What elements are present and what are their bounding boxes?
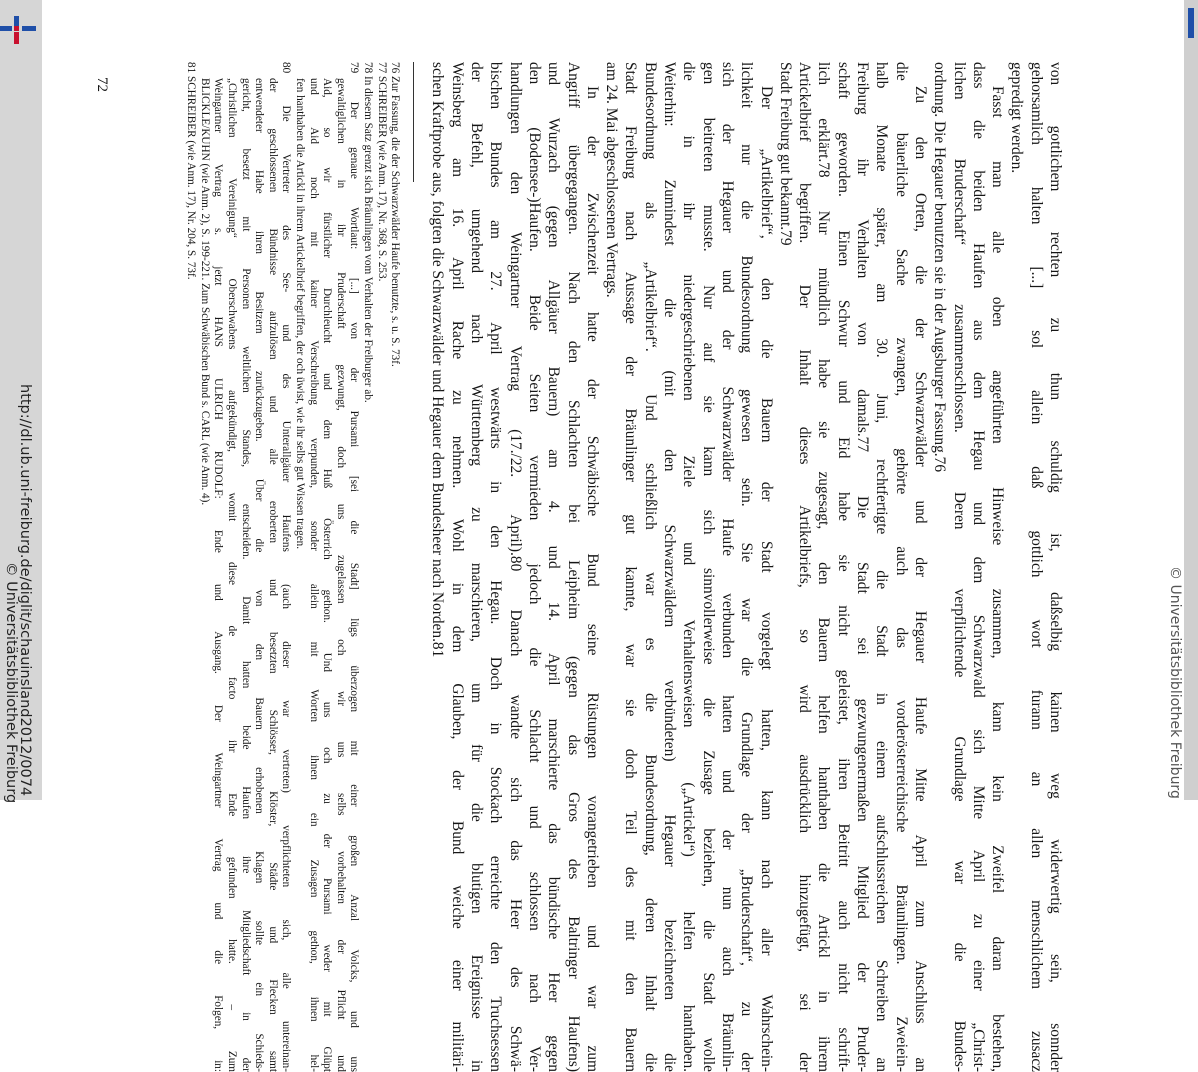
footnote-line: fen hanthaben die Artickl in ihrem Artickelbrief begriffen, der och üwist, wie ihr selbs gut Wissen tragen.	[294, 78, 307, 550]
body-line: halb Monate später, am 30. Juni, rechtfertigte die Stadt in einem aufschlussreichen Schreiben an	[873, 62, 891, 1072]
body-line: handlungen den Weingartner Vertrag (17./22. April).80 Danach wandte sich das Heer des Schwä-	[506, 62, 524, 1072]
page-url[interactable]: http://dl.ub.uni-freiburg.de/diglit/schauinsland2012/0074	[17, 384, 33, 797]
body-line: lichkeit nur die Bundesordnung gewesen sein. Sie war die Grundlage der „Bruderschaft“, zu der	[738, 62, 756, 1072]
footnote-line: Weingartner Vertrag s. jetzt HANS ULRICH RUDOLF: Ende und Ausgang. Der Weingartner Vertrag und die Folgen, in:	[212, 78, 225, 1072]
footnote-line: 76 Zur Fassung, die der Schwarzwälder Haufe benutzte, s. u. S. 73f.	[389, 62, 402, 367]
footnote-line: 80 Die Vertreter des See- und des Unterallgäuer Haufens (auch dieser war vertreten) verpflichteten sich, alle untereinan-	[280, 62, 293, 1072]
footnote-line: 79 Der genaue Wortlaut: [...] von der Pursami [sei die Stadt] lügs überzogen mit einer großen Anzal Volcks, und uns	[348, 62, 361, 1072]
body-text	[428, 62, 1065, 1072]
footnote-line: 78 In diesem Satz grenzt sich Bräunlingen vom Verhalten der Freiburger ab.	[362, 62, 375, 403]
right-copyright-notice: © Universitätsbibliothek Freiburg	[1167, 566, 1183, 799]
body-line: den (Bodensee-)Haufen. Beide Seiten vermieden jedoch die Schlacht und schlossen nach Ver-	[525, 62, 543, 1072]
body-line: ordnung. Die Hegauer benutzten sie in der Augsburger Fassung.76	[931, 62, 949, 473]
footnote-line: „Christlichen Vereinigung“ Oberschwabens aufgekündigt, womit diese de facto ihr Ende gefunden hatte. – Zum	[226, 78, 239, 1072]
body-line: Bundesordnung als „Artikelbrief“. Und schließlich war es die Bundesordnung, deren Inhalt die	[641, 62, 659, 1072]
footnotes	[184, 62, 402, 1072]
footnote-line: gewaltiglichen in ihr Pruderschaft gezwungt, doch uns zugelassen och wir uns selbs vorbehalten der Pflicht und	[334, 78, 347, 1072]
body-line: der Befehl, umgehend nach Württemberg zu marschieren, um für die blutigen Ereignisse in	[468, 62, 486, 1072]
body-line: Weiterhin: Zumindest die (mit den Schwarzwäldern verbündeten) Hegauer bezeichneten die	[661, 62, 679, 1072]
footnote-line: und Aid noch mit kainer Verschreibung verpunden, sonder allein mit Worten ihnen ein Zusagen gethon, ihnen hel-	[307, 78, 320, 1072]
body-line: schen Kraftprobe aus, folgten die Schwarzwälder und Hegauer dem Bundesheer nach Norden.81	[429, 62, 447, 658]
body-line: Der „Artikelbrief“, den die Bauern der Stadt vorgelegt hatten, kann nach aller Wahrschein-	[757, 86, 775, 1072]
body-line: Stadt Freiburg nach Aussage der Bräunlinger gut kannte, war sie doch Teil des mit den Bauern	[622, 62, 640, 1072]
footnote-line: gericht, besetzt mit Personen weltlichen Standes, entscheiden. Damit hatten beide Haufen ihre Mitgliedschaft in der	[239, 78, 252, 1072]
corner-marker-icon	[1184, 8, 1198, 38]
body-line: Angriff übergegangen. Nach den Schlachten bei Leipheim (gegen das Gros des Baltringer Haufens)	[564, 62, 582, 1072]
body-line: lich erklärt.78 Nur mündlich habe sie zugesagt, den Bauern helfen hanthaben die Artickl in ihrem	[815, 62, 833, 1072]
library-logo-icon	[0, 12, 38, 46]
body-line: bischen Bundes am 27. April westwärts in den Hegau. Doch in Stockach erreichte den Truchsessen	[487, 62, 505, 1072]
page-number: 72	[94, 77, 110, 92]
body-line: Artickelbrief begriffen. Der Inhalt dieses Artikelbriefs, so wird ausdrücklich hinzugefügt, sei der	[796, 62, 814, 1072]
footnote-line: 81 SCHREIBER (wie Anm. 17), Nr. 204, S. 73f.	[185, 62, 198, 280]
footnote-line: entwendeter Habe ihren Besitzern zurückzugeben. Über die von den Bauern erhobenen Klagen sollte ein Schieds-	[253, 78, 266, 1072]
body-line: die bäuerliche Sache zwangen, gehörte auch das vorderösterreichische Bräunlingen. Zweiein-	[892, 62, 910, 1072]
body-line: und Wurzach (gegen Allgäuer Bauern) am 4. und 14. April marschierte das bündische Heer gegen	[545, 62, 563, 1072]
body-line: Freiburg ihr Verhalten von damals.77 Die Stadt sei gezwungenermaßen Mitglied der Pruder-	[854, 62, 872, 1072]
body-line: lichen Bruderschaft“ zusammenschlossen. Deren verpflichtende Grundlage war die Bundes-	[950, 62, 968, 1072]
footnote-line: Aid, so wir fürstlicher Durchleucht und dem Huß Österrich gethon. Und uns och zu der Pursami weder mit Glüpt	[321, 78, 334, 1072]
body-line: In der Zwischenzeit hatte der Schwäbische Bund seine Rüstungen vorangetrieben und war zum	[583, 86, 601, 1072]
body-line: gen beitreten musste. Nur auf sie kann sich sinnvollerweise die Zusage beziehen, die Stadt wolle	[699, 62, 717, 1072]
body-line: Weinsberg am 16. April Rache zu nehmen. Wohl in dem Glauben, der Bund weiche einer militäri-	[448, 62, 466, 1072]
right-viewer-strip	[1184, 0, 1198, 800]
footnote-line: der geschlossenen Bündnisse aufzulösen und alle eroberten und besetzten Schlösser, Klöster, Städte und Flecken samt	[266, 78, 279, 1072]
copyright-notice: © Universitätsbibliothek Freiburg	[3, 562, 19, 804]
body-line: gepredigt werden.	[1008, 62, 1026, 174]
body-line: sich der Hegauer und der Schwarzwälder Haufe verbunden hatten und der nun auch Bräunlin-	[718, 62, 736, 1072]
body-line: Stadt Freiburg gut bekannt.79	[776, 62, 794, 246]
body-line: Fasst man alle oben angeführten Hinweise zusammen, kann kein Zweifel daran bestehen,	[989, 86, 1007, 1072]
body-line: am 24. Mai abgeschlossenen Vertrags.	[603, 62, 621, 298]
footnote-separator	[413, 62, 414, 182]
body-line: von gottlichem rechten zu thun schuldig ist, daßselbig kainen weg widerwertig sein, sonnder	[1047, 62, 1064, 1072]
footnote-line: BLICKLE/KUHN (wie Anm. 2), S. 199-221. Zum Schwäbischen Bund s. CARL (wie Anm. 4).	[198, 78, 211, 506]
body-line: gehorsamlich halten [...] sol allein daß gottlich wort furann an allen menschlichem zusacz	[1027, 62, 1045, 1072]
body-line: die in ihr niedergeschriebenen Ziele und Verhaltensweisen („Artickel“) helfen hanthaben.	[680, 62, 698, 1072]
body-line: schaft geworden. Einen Schwur und Eid habe sie nicht geleistet, ihren Beitritt auch nicht schrift-	[834, 62, 852, 1072]
body-line: Zu den Orten, die der Schwarzwälder und der Hegauer Haufe Mitte April zum Anschluss an	[911, 86, 929, 1072]
footnote-line: 77 SCHREIBER (wie Anm. 17), Nr. 368, S. 253.	[375, 62, 388, 282]
body-line: dass die beiden Haufen aus dem Hegau und dem Schwarzwald sich Mitte April zu einer „Christ-	[969, 62, 987, 1072]
